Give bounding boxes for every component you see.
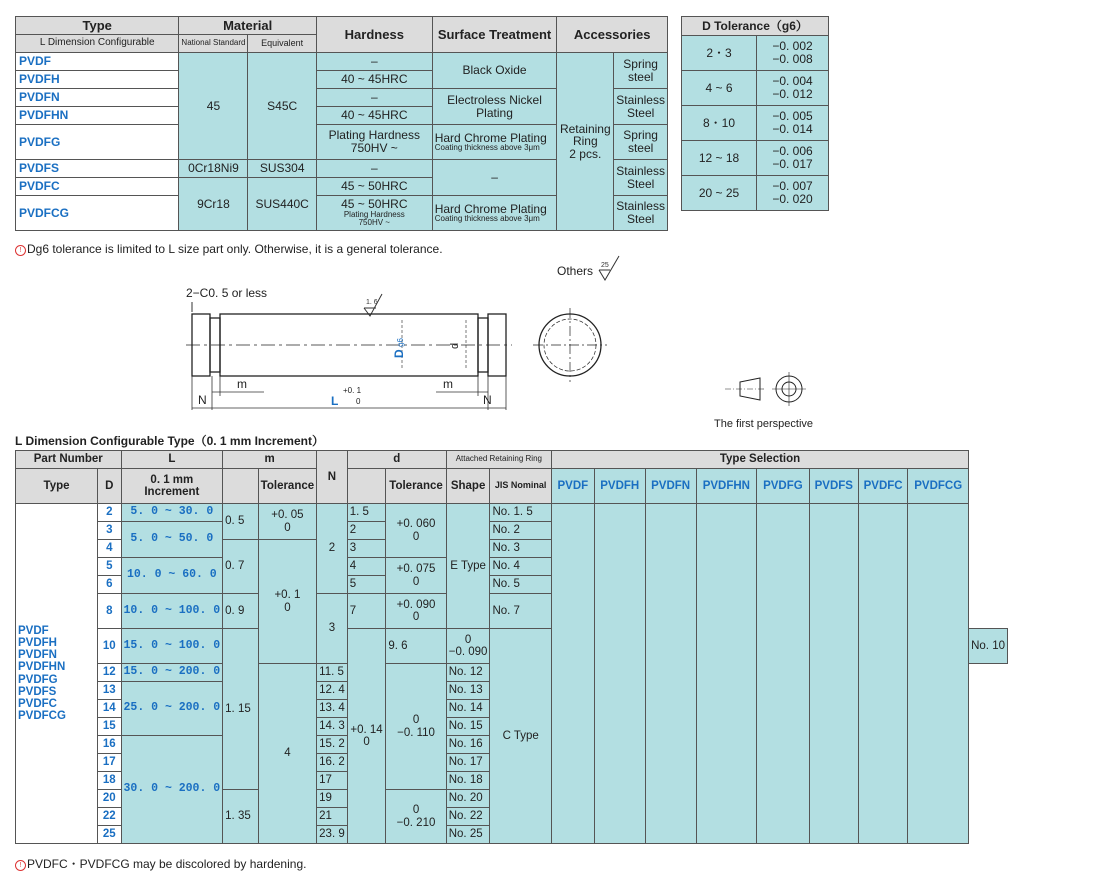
chrome2-line-1: Hard Chrome Plating: [434, 201, 547, 216]
svg-text:25: 25: [601, 262, 609, 269]
surface-hard-chrome-2: [432, 196, 557, 231]
l-range: 25. 0 ~ 200. 0: [121, 682, 223, 736]
svg-text:1. 6: 1. 6: [366, 299, 378, 306]
jis-nominal: No. 13: [446, 682, 490, 700]
jis-nominal: No. 18: [446, 772, 490, 790]
type-list-cell: [16, 504, 98, 844]
header-hardness: Hardness: [316, 17, 432, 53]
jis-nominal: No. 7: [490, 594, 552, 629]
d-small-value: 21: [317, 808, 348, 826]
shape-c-type: C Type: [490, 629, 552, 844]
header-m: m: [223, 451, 317, 469]
ring-material-stainless-2: Stainless Steel: [614, 160, 668, 196]
d-small-value: 16. 2: [317, 754, 348, 772]
d-tol-upper: 0: [464, 633, 472, 646]
hardness-pvdfc: 45 ~ 50HRC: [316, 178, 432, 196]
type-list-item: PVDFS: [18, 685, 57, 698]
m-value: 0. 9: [223, 594, 259, 629]
type-pvdfcg: PVDFCG: [16, 196, 179, 231]
discolor-note: [15, 855, 306, 872]
d-tolerance: [446, 629, 490, 664]
header-attached-ring: Attached Retaining Ring: [446, 451, 551, 469]
d-tol-lower: 0: [412, 530, 420, 543]
select-pvdfcg[interactable]: PVDFCG: [908, 469, 969, 504]
jis-nominal: No. 20: [446, 790, 490, 808]
d-value: 2: [98, 504, 121, 522]
d-tol-lower: −0. 110: [397, 726, 435, 739]
m-tolerance: [347, 629, 386, 844]
header-type-selection: Type Selection: [551, 451, 968, 469]
tolerance-range: 2・3: [682, 36, 757, 71]
l-inc-line-2: Increment: [144, 486, 200, 498]
n-value: 4: [258, 664, 316, 844]
hardness-pvdf: –: [316, 53, 432, 71]
select-cell-pvdfn[interactable]: [645, 504, 696, 844]
type-pvdf: PVDF: [16, 53, 179, 71]
nickel-line-2: Plating: [476, 105, 513, 120]
material-9cr18: 9Cr18: [179, 178, 248, 231]
surface-black-oxide: Black Oxide: [432, 53, 557, 89]
jis-nominal: No. 2: [490, 522, 552, 540]
d-value: 3: [98, 522, 121, 540]
d-value: 12: [98, 664, 121, 682]
warning-icon: !: [15, 245, 26, 256]
d-tolerance: [386, 664, 446, 790]
select-cell-pvdfhn[interactable]: [696, 504, 757, 844]
d-small-value: 7: [347, 594, 386, 629]
header-accessories: Accessories: [557, 17, 668, 53]
tolerance-range: 8・10: [682, 106, 757, 141]
select-pvdfh[interactable]: PVDFH: [594, 469, 645, 504]
equivalent-s45c: S45C: [248, 53, 316, 160]
select-pvdfg[interactable]: PVDFG: [757, 469, 810, 504]
tolerance-values: [757, 71, 829, 106]
d-tol-upper: +0. 060: [396, 518, 436, 531]
type-pvdfc: PVDFC: [16, 178, 179, 196]
dg6-note-text: Dg6 tolerance is limited to L size part only. Otherwise, it is a general tolerance.: [27, 242, 443, 256]
d-value: 20: [98, 790, 121, 808]
d-tol-lower: 0: [412, 611, 420, 623]
header-jis-nominal: JIS Nominal: [490, 469, 552, 504]
type-list-item: PVDFH: [18, 637, 57, 650]
l-range: 30. 0 ~ 200. 0: [121, 736, 223, 844]
type-list-item: PVDF: [18, 625, 49, 638]
tolerance-upper: −0. 006: [772, 144, 813, 159]
type-pvdfg: PVDFG: [16, 125, 179, 160]
d-value: 6: [98, 576, 121, 594]
hardness-pvdfcg-line-2: Plating Hardness: [343, 209, 405, 219]
m-tol-upper: +0. 14: [350, 723, 383, 736]
header-surface-treatment: Surface Treatment: [432, 17, 557, 53]
header-type: Type: [16, 17, 179, 35]
jis-nominal: No. 14: [446, 700, 490, 718]
tolerance-upper: −0. 007: [772, 179, 813, 194]
d-small-value: 12. 4: [317, 682, 348, 700]
tolerance-lower: −0. 014: [772, 122, 813, 136]
jis-nominal: No. 17: [446, 754, 490, 772]
accessory-retaining-ring: [557, 53, 614, 231]
select-cell-pvdf[interactable]: [551, 504, 594, 844]
header-l-increment: [121, 469, 223, 504]
tolerance-values: [757, 106, 829, 141]
chrome-line-1: Hard Chrome Plating: [434, 130, 547, 145]
header-l: L: [121, 451, 223, 469]
d-small-value: 13. 4: [317, 700, 348, 718]
surface-hard-chrome: [432, 125, 557, 160]
n-value: 3: [317, 594, 348, 664]
tolerance-lower: −0. 020: [772, 192, 813, 206]
d-small-value: 5: [347, 576, 386, 594]
n-value: 2: [317, 504, 348, 594]
select-cell-pvdfcg[interactable]: [908, 504, 969, 844]
first-perspective-label: The first perspective: [714, 418, 814, 430]
chrome-coating-line: Coating thickness above 3μm: [434, 143, 540, 153]
jis-nominal: No. 15: [446, 718, 490, 736]
m-tolerance: [258, 540, 316, 664]
select-pvdfn[interactable]: PVDFN: [645, 469, 696, 504]
tolerance-range: 12 ~ 18: [682, 141, 757, 176]
d-small-value: 23. 9: [317, 826, 348, 844]
header-d-small: d: [347, 451, 446, 469]
pin-side-view: [186, 314, 512, 376]
ring-material-spring-2: Spring steel: [614, 125, 668, 160]
select-pvdfc[interactable]: PVDFC: [858, 469, 907, 504]
pin-end-view: [533, 308, 607, 382]
d-dimension-label: D: [392, 349, 406, 358]
d-tol-upper: 0: [412, 714, 420, 727]
chrome2-coating-line: Coating thickness above 3μm: [434, 214, 540, 224]
d-value: 25: [98, 826, 121, 844]
hardness-pvdfhn: 40 ~ 45HRC: [316, 107, 432, 125]
type-pvdfn: PVDFN: [16, 89, 179, 107]
technical-drawing: [0, 250, 1100, 432]
d-tol-upper: 0: [412, 804, 420, 817]
n-left-label: N: [198, 393, 207, 407]
jis-nominal: No. 1. 5: [490, 504, 552, 522]
m-value: 0. 7: [223, 540, 259, 594]
m-left-label: m: [237, 377, 247, 391]
l-range: 15. 0 ~ 200. 0: [121, 664, 223, 682]
section-title: L Dimension Configurable Type（0. 1 mm Increment）: [15, 434, 324, 448]
ring-material-spring-1: Spring steel: [614, 53, 668, 89]
tolerance-title: D Tolerance（g6）: [682, 17, 829, 36]
d-small-value: 17: [317, 772, 348, 790]
type-pvdfhn: PVDFHN: [16, 107, 179, 125]
m-tol-lower: 0: [363, 736, 370, 748]
type-pvdfh: PVDFH: [16, 71, 179, 89]
d-tol-lower: −0. 090: [448, 646, 488, 658]
header-shape: Shape: [446, 469, 490, 504]
ring-line-2: Ring: [572, 134, 598, 149]
tolerance-lower: −0. 017: [772, 157, 813, 171]
d-small-value: 9. 6: [386, 629, 446, 664]
header-ldim-configurable: L Dimension Configurable: [16, 35, 179, 53]
tolerance-upper: −0. 002: [772, 39, 813, 54]
type-list-item: PVDFCG: [18, 709, 66, 722]
d-value: 16: [98, 736, 121, 754]
d-dimension-sub: g6: [396, 338, 405, 347]
d-small-value: 11. 5: [317, 664, 348, 682]
m-tol-upper: +0. 1: [274, 589, 301, 602]
d-tol-upper: +0. 075: [396, 563, 436, 576]
d-value: 13: [98, 682, 121, 700]
nickel-line-1: Electroless Nickel: [447, 92, 542, 107]
m-tol-lower: 0: [284, 601, 291, 614]
type-list-item: PVDFG: [18, 673, 58, 686]
type-list-item: PVDFC: [18, 697, 57, 710]
jis-nominal: No. 5: [490, 576, 552, 594]
ring-material-stainless-1: Stainless Steel: [614, 89, 668, 125]
tolerance-lower: −0. 008: [772, 52, 813, 66]
header-n: N: [317, 451, 348, 504]
tolerance-lower: −0. 012: [772, 87, 813, 101]
plating-hardness-line-1: Plating Hardness: [328, 128, 420, 143]
d-small-value: 14. 3: [317, 718, 348, 736]
type-list-item: PVDFHN: [18, 661, 66, 674]
d-value: 14: [98, 700, 121, 718]
d-value: 17: [98, 754, 121, 772]
header-d: D: [98, 469, 121, 504]
jis-nominal: No. 10: [969, 629, 1008, 664]
hardness-pvdfcg: [316, 196, 432, 231]
d-value: 18: [98, 772, 121, 790]
l-range: 5. 0 ~ 50. 0: [121, 522, 223, 558]
d-value: 10: [98, 629, 121, 664]
jis-nominal: No. 12: [446, 664, 490, 682]
m-tol-upper: +0. 05: [271, 509, 304, 522]
d-small-value: 19: [317, 790, 348, 808]
tolerance-values: [757, 176, 829, 211]
hardness-pvdfs: –: [316, 160, 432, 178]
jis-nominal: No. 16: [446, 736, 490, 754]
tolerance-upper: −0. 005: [772, 109, 813, 124]
tolerance-range: 4 ~ 6: [682, 71, 757, 106]
roughness-symbol-icon: [599, 256, 619, 280]
material-0cr18ni9: 0Cr18Ni9: [179, 160, 248, 178]
type-list-item: PVDFN: [18, 649, 57, 662]
select-cell-pvdfc[interactable]: [858, 504, 907, 844]
hardness-pvdfcg-line-3: 750HV ~: [358, 218, 390, 228]
m-tolerance: [258, 504, 316, 540]
equivalent-sus304: SUS304: [248, 160, 316, 178]
d-tolerance: [386, 558, 446, 594]
tolerance-values: [757, 141, 829, 176]
d-small-value: 15. 2: [317, 736, 348, 754]
first-angle-projection-icon: [725, 372, 806, 406]
d-value: 15: [98, 718, 121, 736]
l-inc-line-1: 0. 1 mm: [150, 473, 194, 486]
d-tol-lower: 0: [412, 575, 420, 588]
plating-hardness-line-2: 750HV ~: [350, 141, 398, 155]
d-value: 8: [98, 594, 121, 629]
select-pvdf[interactable]: PVDF: [551, 469, 594, 504]
ring-material-stainless-3: Stainless Steel: [614, 196, 668, 231]
surface-none: –: [432, 160, 557, 196]
select-pvdfs[interactable]: PVDFS: [809, 469, 858, 504]
l-dimension-table: [15, 450, 1008, 844]
d-small-value: 4: [347, 558, 386, 576]
shape-e-type: E Type: [446, 504, 490, 629]
chamfer-label: 2−C0. 5 or less: [186, 286, 268, 300]
ring-line-3: 2 pcs.: [569, 146, 602, 161]
l-range: 5. 0 ~ 30. 0: [121, 504, 223, 522]
l-range: 10. 0 ~ 100. 0: [121, 594, 223, 629]
select-cell-pvdfs[interactable]: [809, 504, 858, 844]
material-spec-table: [15, 16, 668, 231]
hardness-pvdfcg-line-1: 45 ~ 50HRC: [341, 197, 408, 212]
l-dimension-label: L: [331, 394, 339, 408]
header-d-value: [347, 469, 386, 504]
header-part-number: Part Number: [16, 451, 122, 469]
material-45: 45: [179, 53, 248, 160]
header-m-value: [223, 469, 259, 504]
jis-nominal: No. 22: [446, 808, 490, 826]
d-small-value: 2: [347, 522, 386, 540]
roughness-16-icon: [364, 294, 382, 316]
jis-nominal: No. 4: [490, 558, 552, 576]
jis-nominal: No. 25: [446, 826, 490, 844]
others-label: Others: [557, 264, 594, 278]
m-right-label: m: [443, 377, 453, 391]
d-tol-upper: +0. 090: [396, 598, 436, 611]
m-value: 1. 15: [223, 629, 259, 790]
header-equivalent: Equivalent: [248, 35, 316, 53]
m-value: 0. 5: [223, 504, 259, 540]
d-small-value: 1. 5: [347, 504, 386, 522]
type-pvdfs: PVDFS: [16, 160, 179, 178]
hardness-pvdfn: –: [316, 89, 432, 107]
d-tolerance: [386, 594, 446, 629]
warning-icon: !: [15, 860, 26, 871]
jis-nominal: No. 3: [490, 540, 552, 558]
select-cell-pvdfh[interactable]: [594, 504, 645, 844]
d-tolerance: [386, 790, 446, 844]
l-tolerance-upper: +0. 1: [343, 386, 362, 395]
select-cell-pvdfg[interactable]: [757, 504, 810, 844]
d-value: 22: [98, 808, 121, 826]
surface-electroless-nickel: [432, 89, 557, 125]
select-pvdfhn[interactable]: PVDFHN: [696, 469, 757, 504]
l-range: 10. 0 ~ 60. 0: [121, 558, 223, 594]
d-small-label: d: [449, 342, 461, 349]
d-tolerance: [386, 504, 446, 558]
header-m-tolerance: Tolerance: [258, 469, 316, 504]
equivalent-sus440c: SUS440C: [248, 178, 316, 231]
hardness-pvdfh: 40 ~ 45HRC: [316, 71, 432, 89]
d-value: 4: [98, 540, 121, 558]
d-tol-lower: −0. 210: [396, 816, 436, 829]
hardness-pvdfg: [316, 125, 432, 160]
d-tolerance-table: [681, 16, 829, 211]
header-national-standard: National Standard: [179, 35, 248, 53]
tolerance-upper: −0. 004: [772, 74, 813, 89]
d-small-value: 3: [347, 540, 386, 558]
d-value: 5: [98, 558, 121, 576]
l-tolerance-lower: 0: [356, 397, 361, 406]
header-d-tolerance: Tolerance: [386, 469, 446, 504]
header-material: Material: [179, 17, 316, 35]
m-tol-lower: 0: [284, 521, 291, 534]
n-right-label: N: [483, 393, 492, 407]
tolerance-values: [757, 36, 829, 71]
discolor-note-text: PVDFC・PVDFCG may be discolored by hardening.: [27, 857, 307, 871]
m-value: 1. 35: [223, 790, 259, 844]
l-range: 15. 0 ~ 100. 0: [121, 629, 223, 664]
header-type: Type: [16, 469, 98, 504]
tolerance-range: 20 ~ 25: [682, 176, 757, 211]
ring-line-1: Retaining: [559, 121, 611, 136]
